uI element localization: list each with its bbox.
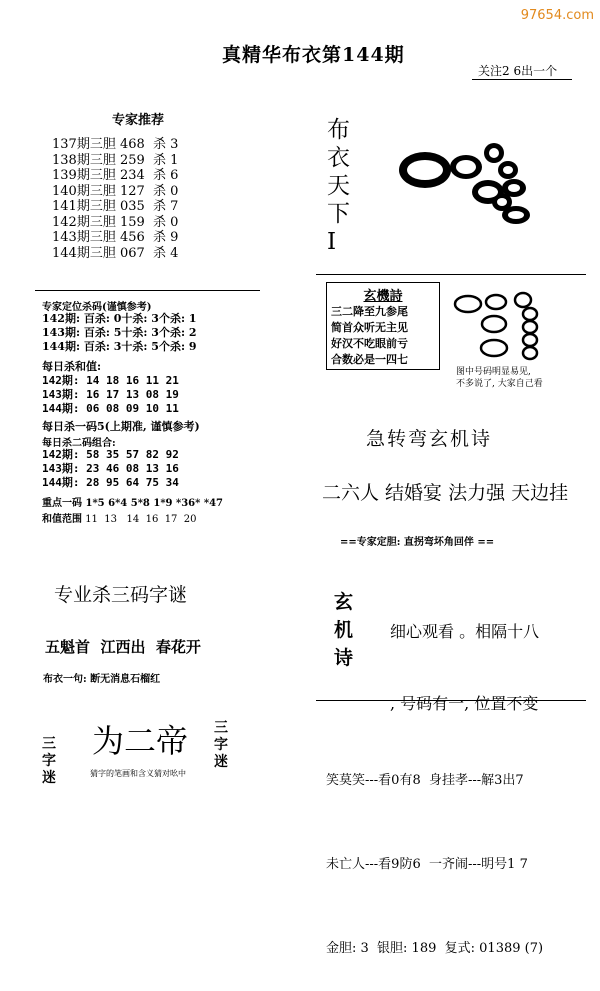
riddle-right-label: 三字迷 [214,720,228,770]
bottom-line: 未亡人---看9防6 一齐闹---明号1 7 [326,857,528,872]
kill-two-list [42,448,179,490]
expert-list [52,137,178,261]
focus-note: 关注2 6出一个 [478,64,558,78]
jizhuan-text-line: 细心观看 。相隔十八 [390,622,540,641]
positional-list [42,312,196,354]
poem-line: 好汉不吃眼前亏 [331,337,408,350]
sum-kill-heading: 每日杀和值: [42,360,102,373]
expert-row: 137期三胆 468 杀 3 [52,137,179,152]
poem-line: 简首众听无主见 [331,321,408,334]
riddle-line: 五魁首 江西出 春花开 [45,638,201,656]
riddle-left-label: 三字迷 [42,736,56,786]
expert-row: 143期三胆 456 杀 9 [52,230,179,245]
section-divider [35,290,260,291]
bottom-line: 金胆: 3 银胆: 189 复式: 01389 (7) [326,941,544,956]
section-divider [316,274,586,275]
tip-text [456,366,543,390]
jizhuan-line: 二六人 结婚宴 法力强 天边挂 [322,482,569,504]
buyi-vertical: 布衣天下I [327,117,350,255]
expert-row: 141期三胆 035 杀 7 [52,199,179,214]
sum-kill-list [42,374,179,416]
kill-two-row: 142期: 58 35 57 82 92 [42,448,179,461]
riddle-heading: 专业杀三码字谜 [54,584,188,606]
sum-range-values: 11 13 14 16 17 20 [85,514,197,525]
tip-line: 不多说了, 大家自己看 [456,379,543,389]
key-code-label: 重点一码 [42,498,82,509]
riddle-hint: 猜字的笔画和含义猜对吆中 [90,769,186,778]
kill-two-row: 143期: 23 46 08 13 16 [42,462,179,475]
watermark: 97654.com [520,8,594,23]
riddle-big: 为二帝 [92,722,189,760]
expert-row: 144期三胆 067 杀 4 [52,245,179,261]
poem-line: 三二降至九参尾 [331,305,408,318]
sum-range-line [42,510,197,525]
jizhuan-text-line: , 号码有一, 位置不变 [390,694,539,713]
jizhuan-vertical: 玄机诗 [334,591,354,669]
positional-row: 142期: 百杀: 0十杀: 3个杀: 1 [42,312,197,325]
kill-two-heading: 每日杀二码组合: [42,438,116,449]
sum-kill-row: 142期: 14 18 16 11 21 [42,374,179,387]
bottom-line: 笑莫笑---看0有8 身挂孝---解3出7 [326,773,524,788]
positional-row: 143期: 百杀: 5十杀: 3个杀: 2 [42,326,197,339]
bottom-block [326,711,543,991]
expert-row: 142期三胆 159 杀 0 [52,214,179,230]
poem-lines [327,304,439,368]
positional-row: 144期: 百杀: 3十杀: 5个杀: 9 [42,340,197,353]
poem-number-image [448,290,558,370]
key-code-values: 1*5 6*4 5*8 1*9 *36* *47 [85,498,223,509]
page-title: 真精华布衣第144期 [222,44,405,66]
focus-underline [472,79,572,80]
number-circles-image [390,140,550,230]
kill-two-row: 144期: 28 95 64 75 34 [42,476,179,489]
buyi-one-line: 布衣一句: 断无消息石榴红 [43,674,161,685]
poem-title: 玄機詩 [363,289,403,304]
key-code-line [42,494,223,509]
sum-range-label: 和值范围 [42,514,82,525]
section-divider [316,700,586,701]
jizhuan-subline: ==专家定胆: 直拐弯坏角回伴 == [340,537,495,548]
expert-heading: 专家推荐 [112,113,165,128]
tip-line: 图中号码明显易见, [456,367,531,377]
kill-one-heading: 每日杀一码5(上期准, 谨慎参考) [42,420,200,433]
positional-heading: 专家定位杀码(谨慎参考) [42,302,152,313]
poem-line: 合数必是一四七 [331,353,408,366]
expert-row: 138期三胆 259 杀 1 [52,152,179,168]
sum-kill-row: 144期: 06 08 09 10 11 [42,402,179,415]
sum-kill-row: 143期: 16 17 13 08 19 [42,388,179,401]
expert-row: 140期三胆 127 杀 0 [52,183,179,199]
expert-row: 139期三胆 234 杀 6 [52,168,179,183]
jizhuan-heading: 急转弯玄机诗 [366,428,493,450]
poem-box [326,282,440,370]
